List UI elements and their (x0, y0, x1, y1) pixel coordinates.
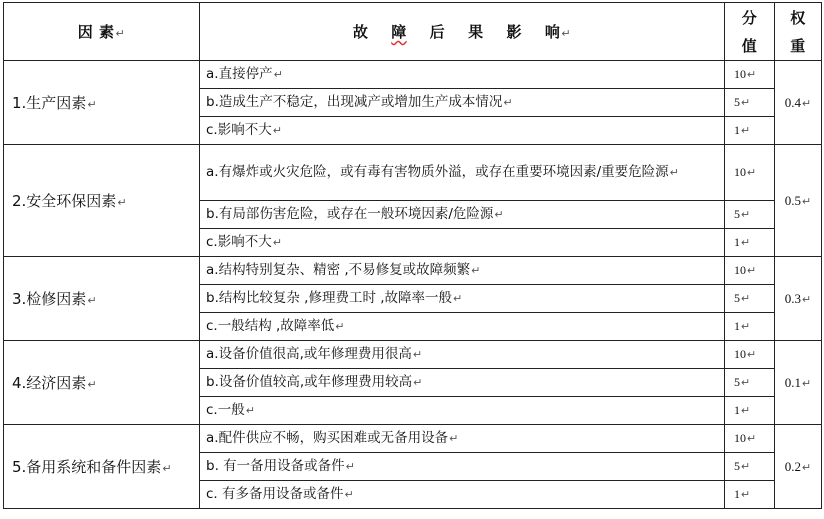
score-cell (725, 425, 775, 453)
score-value: 5 (734, 459, 740, 473)
effect-cell (200, 453, 725, 481)
paragraph-mark: ↵ (162, 462, 172, 475)
weight-cell (775, 145, 822, 257)
table-row (4, 341, 822, 369)
paragraph-mark: ↵ (245, 404, 255, 417)
paragraph-mark: ↵ (272, 124, 282, 137)
paragraph-mark: ↵ (802, 461, 812, 474)
factor-table (3, 2, 822, 509)
factor-label: 4.经济因素 (12, 374, 87, 392)
paragraph-mark: ↵ (741, 293, 751, 305)
effect-text: a.有爆炸或火灾危险，或有毒有害物质外溢，或存在重要环境因素/重要危险源 (206, 164, 669, 180)
table-row (4, 425, 822, 453)
effect-cell (200, 89, 725, 117)
effect-text: c.一般结构 ,故障率低 (206, 318, 335, 334)
effect-text: a.结构特别复杂、精密 ,不易修复或故障频繁 (206, 262, 471, 278)
effect-text: a.配件供应不畅，购买困难或无备用设备 (206, 430, 449, 446)
score-cell (725, 229, 775, 257)
paragraph-mark: ↵ (741, 321, 751, 333)
header-weight: 权 重 (775, 3, 822, 61)
paragraph-mark: ↵ (741, 97, 751, 109)
effect-cell (200, 201, 725, 229)
paragraph-mark: ↵ (747, 265, 757, 277)
score-cell (725, 341, 775, 369)
score-cell (725, 481, 775, 509)
score-value: 10 (734, 165, 746, 179)
factor-cell (4, 61, 200, 145)
effect-text: b.结构比较复杂 ,修理费工时 ,故障率一般 (206, 290, 453, 306)
weight-value: 0.1 (784, 374, 802, 390)
score-value: 1 (734, 235, 740, 249)
paragraph-mark: ↵ (273, 68, 283, 81)
score-cell (725, 201, 775, 229)
table-row (4, 145, 822, 201)
header-score: 分 值 (725, 3, 775, 61)
paragraph-mark: ↵ (413, 376, 423, 389)
weight-cell (775, 341, 822, 425)
header-effect: 故 障 后 果 影 响↵ (200, 3, 725, 61)
paragraph-mark: ↵ (87, 294, 97, 307)
effect-cell (200, 397, 725, 425)
paragraph-mark: ↵ (494, 208, 504, 221)
paragraph-mark: ↵ (335, 320, 345, 333)
effect-cell (200, 229, 725, 257)
score-value: 10 (734, 67, 746, 81)
paragraph-mark: ↵ (669, 166, 679, 179)
effect-cell (200, 369, 725, 397)
effect-text: a.直接停产 (206, 66, 273, 82)
paragraph-mark: ↵ (741, 377, 751, 389)
effect-cell (200, 285, 725, 313)
score-cell (725, 285, 775, 313)
score-value: 1 (734, 487, 740, 501)
header-factor: 因 素↵ (4, 3, 200, 61)
score-value: 5 (734, 95, 740, 109)
score-value: 5 (734, 375, 740, 389)
effect-cell (200, 425, 725, 453)
paragraph-mark: ↵ (741, 209, 751, 221)
score-cell (725, 453, 775, 481)
factor-cell (4, 145, 200, 257)
effect-cell (200, 117, 725, 145)
paragraph-mark: ↵ (747, 349, 757, 361)
table-row (4, 61, 822, 89)
score-cell (725, 257, 775, 285)
effect-text: b.造成生产不稳定，出现减产或增加生产成本情况 (206, 94, 503, 110)
score-value: 1 (734, 123, 740, 137)
paragraph-mark: ↵ (747, 433, 757, 445)
effect-text: c.影响不大 (206, 122, 272, 138)
score-cell (725, 89, 775, 117)
paragraph-mark: ↵ (87, 98, 97, 111)
effect-cell (200, 257, 725, 285)
score-cell (725, 145, 775, 201)
paragraph-mark: ↵ (272, 236, 282, 249)
paragraph-mark: ↵ (741, 405, 751, 417)
effect-text: b.设备价值较高,或年修理费用较高 (206, 374, 413, 390)
effect-text: c.影响不大 (206, 234, 272, 250)
weight-cell (775, 257, 822, 341)
effect-cell (200, 61, 725, 89)
table-body (4, 61, 822, 509)
score-value: 10 (734, 263, 746, 277)
score-value: 5 (734, 291, 740, 305)
paragraph-mark: ↵ (802, 293, 812, 306)
score-value: 5 (734, 207, 740, 221)
factor-label: 2.安全环保因素 (12, 192, 117, 210)
effect-cell (200, 313, 725, 341)
factor-cell (4, 425, 200, 509)
effect-text: c.一般 (206, 402, 245, 418)
paragraph-mark: ↵ (471, 264, 481, 277)
score-cell (725, 369, 775, 397)
score-cell (725, 61, 775, 89)
effect-text: b. 有一备用设备或备件 (206, 458, 345, 474)
score-cell (725, 117, 775, 145)
weight-value: 0.3 (784, 290, 802, 306)
paragraph-mark: ↵ (117, 196, 127, 209)
score-value: 1 (734, 403, 740, 417)
factor-cell (4, 257, 200, 341)
paragraph-mark: ↵ (741, 489, 751, 501)
score-value: 10 (734, 347, 746, 361)
score-value: 10 (734, 431, 746, 445)
score-cell (725, 397, 775, 425)
paragraph-mark: ↵ (345, 460, 355, 473)
effect-cell (200, 341, 725, 369)
paragraph-mark: ↵ (802, 377, 812, 390)
paragraph-mark: ↵ (802, 97, 812, 110)
weight-value: 0.4 (784, 94, 802, 110)
effect-cell (200, 481, 725, 509)
paragraph-mark: ↵ (747, 69, 757, 81)
score-cell (725, 313, 775, 341)
paragraph-mark: ↵ (449, 432, 459, 445)
paragraph-mark: ↵ (87, 378, 97, 391)
paragraph-mark: ↵ (344, 488, 354, 501)
paragraph-mark: ↵ (503, 96, 513, 109)
paragraph-mark: ↵ (741, 461, 751, 473)
weight-cell (775, 61, 822, 145)
paragraph-mark: ↵ (741, 237, 751, 249)
factor-label: 1.生产因素 (12, 94, 87, 112)
effect-text: c. 有多备用设备或备件 (206, 486, 344, 502)
table-row (4, 257, 822, 285)
factor-cell (4, 341, 200, 425)
factor-label: 3.检修因素 (12, 290, 87, 308)
effect-text: a.设备价值很高,或年修理费用很高 (206, 346, 412, 362)
score-value: 1 (734, 319, 740, 333)
header-row (4, 3, 822, 61)
paragraph-mark: ↵ (453, 292, 463, 305)
weight-cell (775, 425, 822, 509)
paragraph-mark: ↵ (412, 348, 423, 361)
paragraph-mark: ↵ (747, 167, 757, 179)
paragraph-mark: ↵ (802, 195, 812, 208)
factor-label: 5.备用系统和备件因素 (12, 458, 162, 476)
weight-value: 0.2 (784, 458, 802, 474)
effect-text: b.有局部伤害危险，或存在一般环境因素/危险源 (206, 206, 494, 222)
effect-cell (200, 145, 725, 201)
paragraph-mark: ↵ (741, 125, 751, 137)
weight-value: 0.5 (784, 192, 802, 208)
